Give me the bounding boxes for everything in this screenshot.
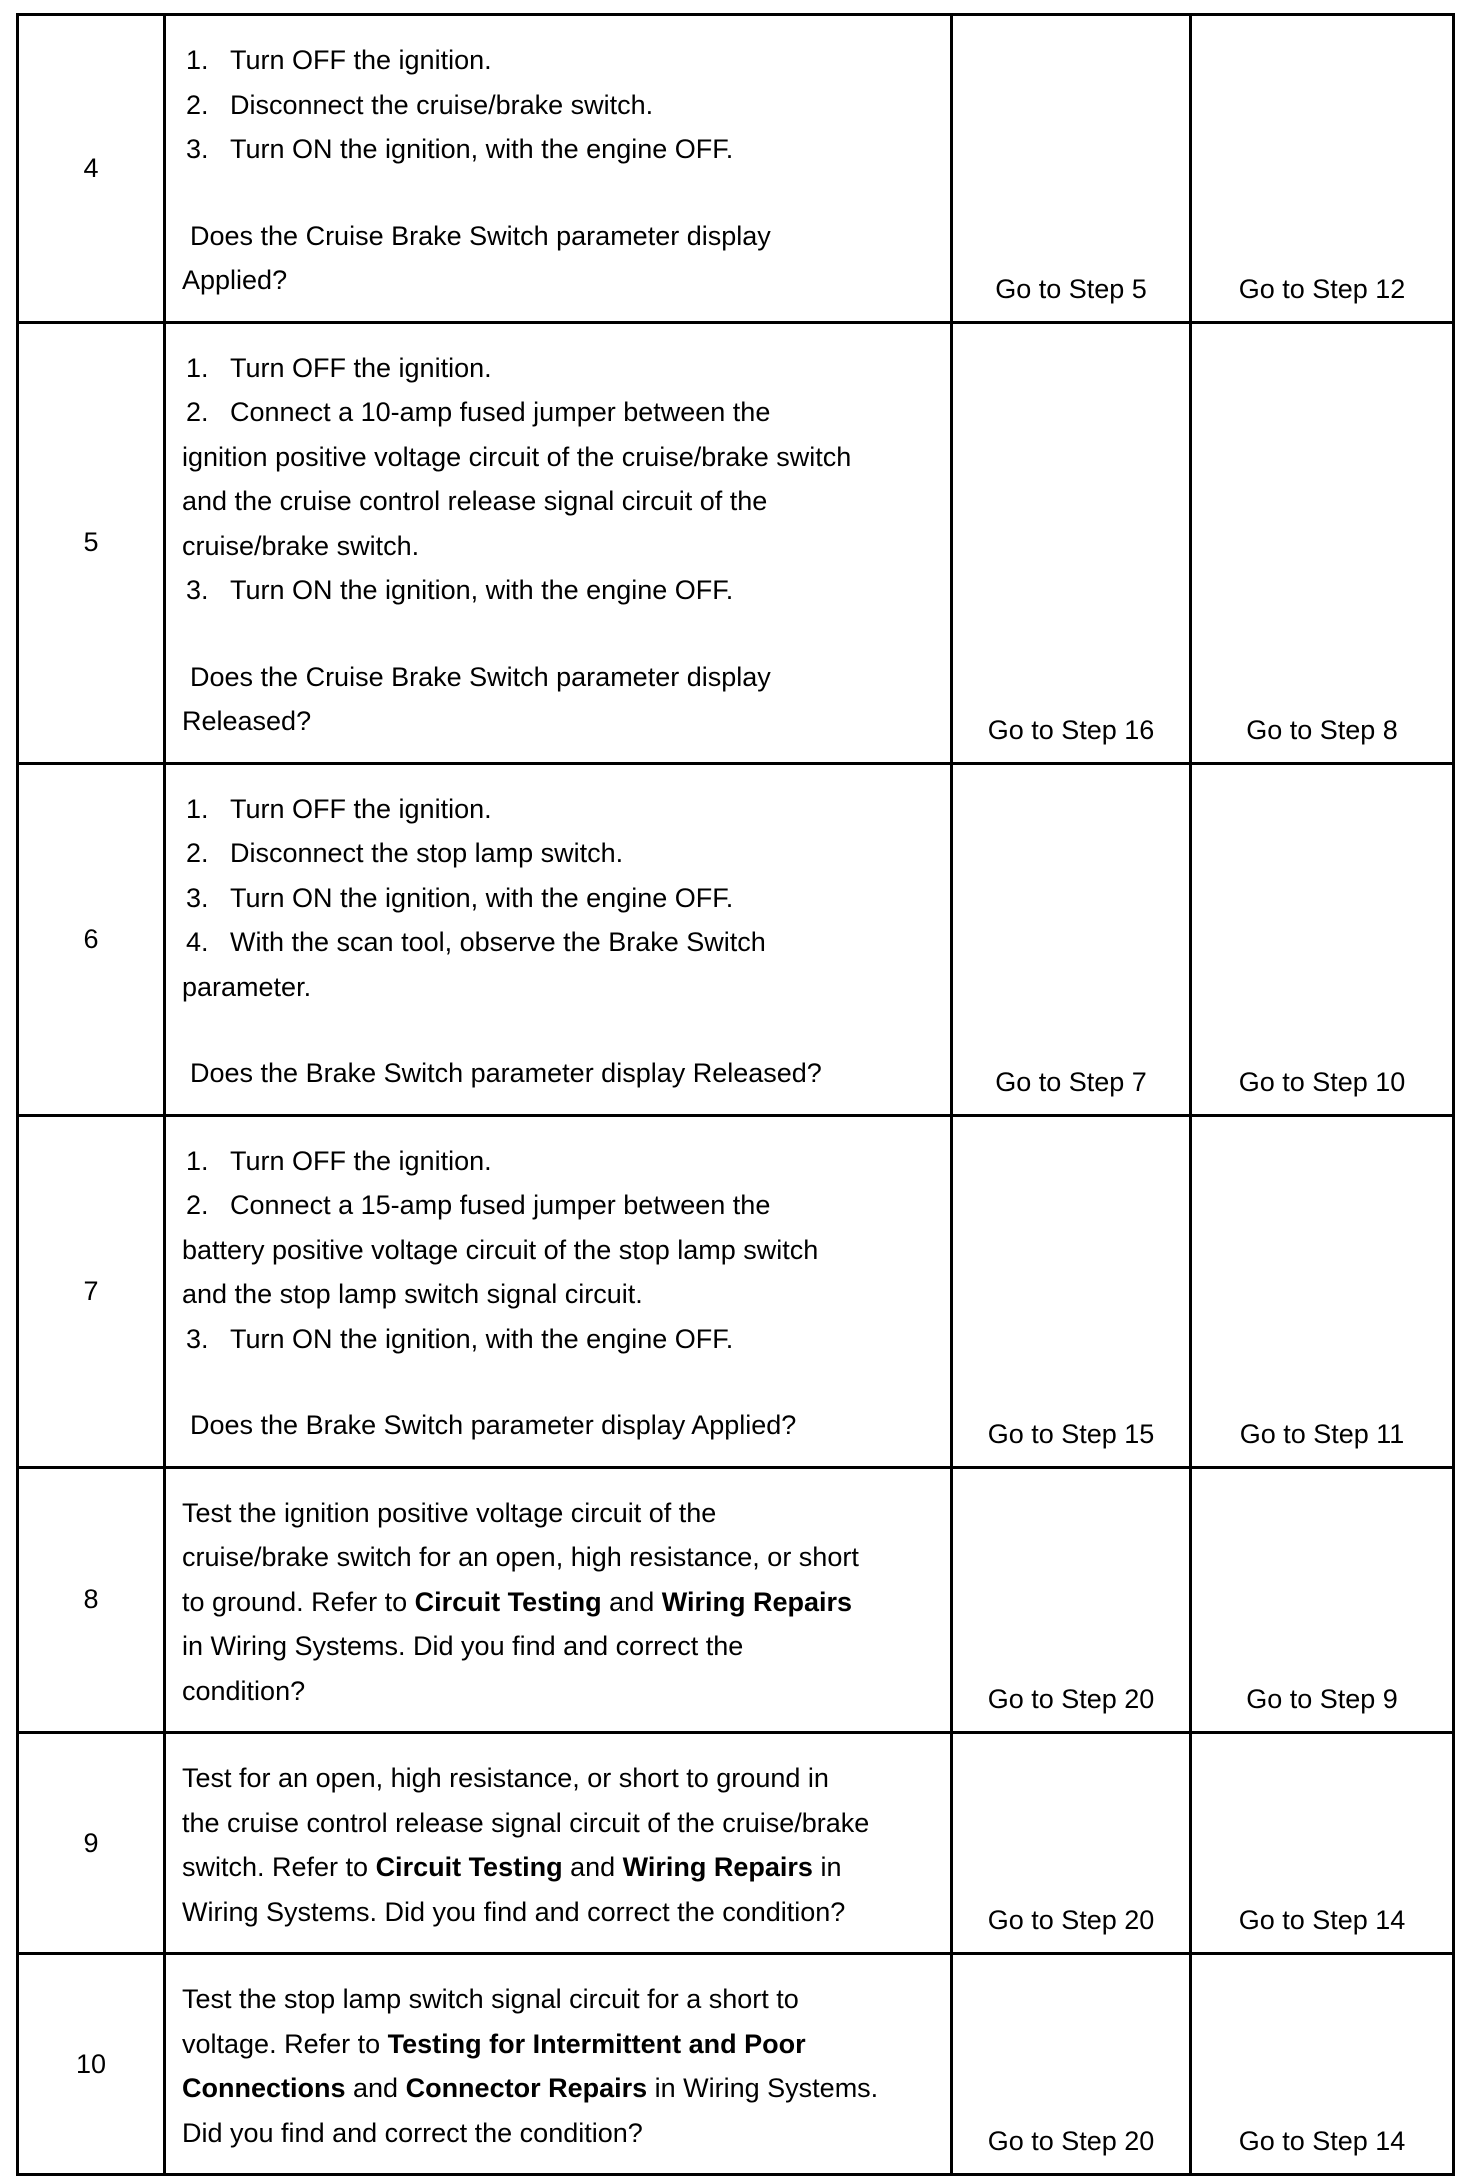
body-text: the cruise control release signal circuit of the cruise/brake [182, 1807, 870, 1838]
list-item: 4. With the scan tool, observe the Brake Switch [186, 927, 766, 957]
list-item: 3. Turn ON the ignition, with the engine OFF. [186, 1323, 734, 1354]
step-number: 5 [18, 322, 165, 763]
body-text: cruise/brake switch for an open, high resistance, or short [182, 1542, 859, 1572]
no-result: Go to Step 8 [1191, 322, 1454, 763]
list-item: 3. Turn ON the ignition, with the engine OFF. [186, 575, 734, 605]
action-cell [165, 763, 952, 1115]
list-item: 2. Disconnect the cruise/brake switch. [186, 89, 654, 120]
reference-link: Testing for Intermittent and Poor [387, 2028, 806, 2059]
list-item: 3. Turn ON the ignition, with the engine OFF. [186, 882, 734, 913]
table-row [18, 1954, 1454, 2175]
action-cell [165, 1467, 952, 1733]
yes-result: Go to Step 16 [952, 322, 1191, 763]
body-text: to ground. Refer to Circuit Testing and Wiring Repairs [182, 1586, 853, 1617]
list-item-continuation: parameter. [182, 971, 312, 1002]
body-text: Connections and Connector Repairs in Wiring Systems. [182, 2073, 879, 2103]
step-number: 4 [18, 15, 165, 323]
yes-result: Go to Step 7 [952, 763, 1191, 1115]
table-row [18, 15, 1454, 323]
no-result: Go to Step 11 [1191, 1115, 1454, 1467]
body-text: voltage. Refer to Testing for Intermittent and Poor [182, 2028, 806, 2059]
step-number: 6 [18, 763, 165, 1115]
list-item: 1. Turn OFF the ignition. [186, 1145, 492, 1176]
no-result: Go to Step 9 [1191, 1467, 1454, 1733]
body-text: Test the ignition positive voltage circuit of the [182, 1497, 717, 1528]
list-item-continuation: and the stop lamp switch signal circuit. [182, 1279, 643, 1309]
step-number: 8 [18, 1467, 165, 1733]
body-text: Test for an open, high resistance, or short to ground in [182, 1763, 829, 1793]
question-text: Released? [182, 706, 312, 736]
question-text: Does the Brake Switch parameter display Released? [190, 1058, 822, 1088]
table-row [18, 763, 1454, 1115]
table-row [18, 1115, 1454, 1467]
question-text: Does the Brake Switch parameter display Applied? [190, 1410, 797, 1440]
yes-result: Go to Step 15 [952, 1115, 1191, 1467]
question-text: Does the Cruise Brake Switch parameter display [190, 661, 771, 692]
list-item: 1. Turn OFF the ignition. [186, 352, 492, 383]
no-result: Go to Step 14 [1191, 1954, 1454, 2175]
list-item: 1. Turn OFF the ignition. [186, 793, 492, 824]
yes-result: Go to Step 20 [952, 1733, 1191, 1954]
reference-link: Wiring Repairs [661, 1586, 853, 1617]
reference-link: Connector Repairs [405, 2073, 648, 2103]
reference-link: Circuit Testing [375, 1852, 563, 1882]
step-number: 7 [18, 1115, 165, 1467]
action-cell [165, 1115, 952, 1467]
list-item-continuation: cruise/brake switch. [182, 530, 420, 561]
yes-result: Go to Step 5 [952, 15, 1191, 323]
diagnostic-table [16, 13, 1455, 2176]
question-text: Does the Cruise Brake Switch parameter display [190, 220, 771, 251]
list-item-continuation: battery positive voltage circuit of the stop lamp switch [182, 1234, 819, 1265]
list-item: 2. Disconnect the stop lamp switch. [186, 838, 624, 868]
list-item-continuation: ignition positive voltage circuit of the cruise/brake switch [182, 441, 852, 472]
step-number: 9 [18, 1733, 165, 1954]
body-text: switch. Refer to Circuit Testing and Wiring Repairs in [182, 1852, 842, 1882]
no-result: Go to Step 12 [1191, 15, 1454, 323]
body-text: condition? [182, 1675, 306, 1706]
reference-link: Connections [182, 2073, 346, 2103]
no-result: Go to Step 14 [1191, 1733, 1454, 1954]
yes-result: Go to Step 20 [952, 1467, 1191, 1733]
yes-result: Go to Step 20 [952, 1954, 1191, 2175]
body-text: Wiring Systems. Did you find and correct the condition? [182, 1896, 846, 1927]
action-cell [165, 1954, 952, 2175]
table-row [18, 1467, 1454, 1733]
step-number: 10 [18, 1954, 165, 2175]
list-item: 2. Connect a 10-amp fused jumper between the [186, 397, 771, 427]
body-text: Test the stop lamp switch signal circuit for a short to [182, 1984, 799, 2014]
list-item-continuation: and the cruise control release signal circuit of the [182, 486, 768, 516]
reference-link: Wiring Repairs [622, 1852, 813, 1882]
list-item: 2. Connect a 15-amp fused jumper between the [186, 1190, 771, 1220]
no-result: Go to Step 10 [1191, 763, 1454, 1115]
body-text: Did you find and correct the condition? [182, 2117, 643, 2148]
action-cell [165, 15, 952, 323]
action-cell [165, 322, 952, 763]
table-row [18, 1733, 1454, 1954]
body-text: in Wiring Systems. Did you find and correct the [182, 1631, 744, 1661]
list-item: 3. Turn ON the ignition, with the engine OFF. [186, 134, 734, 164]
reference-link: Circuit Testing [414, 1586, 602, 1617]
list-item: 1. Turn OFF the ignition. [186, 45, 492, 75]
table-row [18, 322, 1454, 763]
question-text: Applied? [182, 265, 288, 295]
action-cell [165, 1733, 952, 1954]
